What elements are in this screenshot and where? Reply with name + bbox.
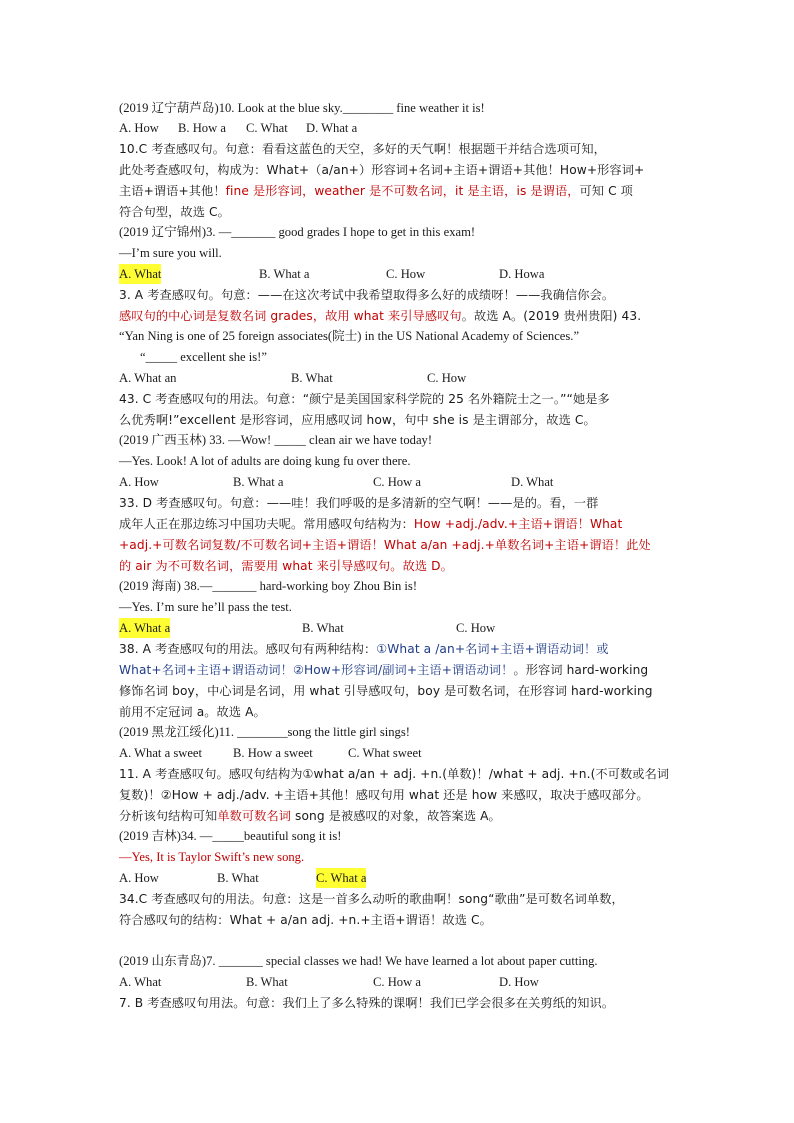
explanation-text: 感叹句用 what 还是 how 来感叹，取决于感叹部分。 — [355, 788, 649, 802]
question-stem: (2019 辽宁葫芦岛)10. Look at the blue sky.________ fine weather it is! — [119, 101, 485, 115]
option-d: D. Howa — [499, 267, 545, 281]
option-c-highlighted: C. What a — [316, 868, 366, 888]
option-d: D. How — [499, 975, 539, 989]
option-a: A. How — [119, 475, 159, 489]
question-reply: —Yes. Look! A lot of adults are doing kung fu over there. — [119, 454, 411, 468]
option-c: C. How a — [373, 475, 421, 489]
question-reply: —Yes, It is Taylor Swift’s new song. — [119, 850, 305, 864]
explanation-line — [119, 764, 669, 784]
question-stem: “Yan Ning is one of 25 foreign associates(院士) in the US National Academy of Sciences.” — [119, 329, 580, 343]
explanation-line: 符合句型，故选 C。 — [119, 205, 230, 219]
option-b: B. What — [302, 621, 344, 635]
question-stem: (2019 辽宁锦州)3. —_______ good grades I hope to get in this exam! — [119, 225, 476, 239]
option-b: B. What — [246, 975, 288, 989]
explanation-line: 么优秀啊!”excellent 是形容词，应用感叹词 how，句中 she is 是主谓部分，故选 C。 — [119, 413, 596, 427]
option-c: C. How — [386, 267, 426, 281]
option-a-highlighted: A. What — [119, 264, 161, 284]
explanation-line — [119, 660, 648, 680]
option-b: B. What a — [259, 267, 310, 281]
explanation-line — [119, 806, 501, 826]
explanation-text: 38. A 考查感叹句的用法。感叹句有两种结构： — [119, 642, 377, 656]
explanation-red-text: 单数可数名词 — [217, 809, 292, 823]
explanation-text: 分析该句结构可知 — [119, 809, 218, 823]
option-b: B. How a sweet — [233, 746, 313, 760]
explanation-line: 符合感叹句的结构：What + a/an adj. +n.+主语+谓语！故选 C。 — [119, 913, 492, 927]
explanation-line: 43. C 考查感叹句的用法。句意：“颜宁是美国国家科学院的 25 名外籍院士之一。”“她是多 — [119, 392, 610, 406]
question-stem-quote: “_____ excellent she is!” — [140, 350, 267, 364]
explanation-red-text: How +adj./adv.+主语+谓语！What — [413, 517, 623, 531]
option-a-highlighted: A. What a — [119, 618, 170, 638]
option-c: C. How — [456, 621, 496, 635]
option-d: D. What — [511, 475, 554, 489]
explanation-text: ②How + adj./adv. +主语+其他！ — [160, 788, 356, 802]
option-b: B. What — [217, 871, 259, 885]
explanation-line — [119, 785, 649, 805]
explanation-text: 。故选 A。(2019 贵州贵阳) 43. — [461, 309, 642, 323]
explanation-text: 复数)！ — [119, 788, 161, 802]
option-a: A. What — [119, 975, 162, 989]
question-stem: (2019 黑龙江绥化)11. ________song the little girl sings! — [119, 725, 410, 739]
explanation-line — [119, 514, 622, 534]
explanation-text: 成年人正在那边练习中国功夫呢。常用感叹句结构为： — [119, 517, 414, 531]
option-d: D. What a — [306, 121, 358, 135]
explanation-line: +adj.+可数名词复数/不可数名词+主语+谓语！What a/an +adj.+单数名词+主语+谓语！此处 — [119, 538, 651, 552]
option-a: A. How — [119, 121, 159, 135]
explanation-text: ①what a/an + adj. +n.(单数)！/what + adj. +n.(不可数或名词 — [302, 767, 670, 781]
option-c: C. What — [246, 121, 288, 135]
explanation-line: 34.C 考查感叹句的用法。句意：这是一首多么动听的歌曲啊！song“歌曲”是可数名词单数， — [119, 892, 624, 906]
explanation-line: 3. A 考查感叹句。句意：——在这次考试中我希望取得多么好的成绩呀！——我确信你会。 — [119, 288, 615, 302]
question-stem: (2019 吉林)34. —_____beautiful song it is! — [119, 829, 342, 843]
explanation-line: 10.C 考查感叹句。句意：看看这蓝色的天空，多好的天气啊！根据题干并结合选项可知， — [119, 142, 606, 156]
question-reply: —Yes. I’m sure he’ll pass the test. — [119, 600, 292, 614]
explanation-line: 前用不定冠词 a。故选 A。 — [119, 705, 266, 719]
explanation-line: 修饰名词 boy，中心词是名词，用 what 引导感叹句，boy 是可数名词，在形容词 hard-working — [119, 684, 653, 698]
explanation-line — [119, 306, 641, 326]
explanation-text: song 是被感叹的对象，故答案选 A。 — [291, 809, 501, 823]
option-c: C. How a — [373, 975, 421, 989]
option-c: C. What sweet — [348, 746, 422, 760]
option-b: B. What a — [233, 475, 284, 489]
explanation-red-text: fine 是形容词，weather 是不可数名词，it 是主语，is 是谓语， — [225, 184, 580, 198]
explanation-text: 。形容词 hard-working — [513, 663, 649, 677]
option-a: A. How — [119, 871, 159, 885]
question-stem: (2019 广西玉林) 33. —Wow! _____ clean air we have today! — [119, 433, 433, 447]
question-stem: (2019 海南) 38.—_______ hard-working boy Zhou Bin is! — [119, 579, 418, 593]
option-b: B. What — [291, 371, 333, 385]
option-b: B. How a — [178, 121, 226, 135]
explanation-line: 此处考查感叹句，构成为：What+（a/an+）形容词+名词+主语+谓语+其他！How+形容词+ — [119, 163, 645, 177]
option-c: C. How — [427, 371, 467, 385]
explanation-blue-text: ①What a /an+名词+主语+谓语动词！或 — [376, 642, 609, 656]
explanation-text: 可知 C 项 — [579, 184, 633, 198]
question-stem: (2019 山东青岛)7. _______ special classes we had! We have learned a lot about paper cutting. — [119, 954, 598, 968]
option-a: A. What a sweet — [119, 746, 202, 760]
explanation-red-text: 感叹句的中心词是复数名词 grades，故用 what 来引导感叹句 — [119, 309, 462, 323]
explanation-text: 11. A 考查感叹句。感叹句结构为 — [119, 767, 303, 781]
explanation-blue-text: What+名词+主语+谓语动词！②How+形容词/副词+主语+谓语动词！ — [119, 663, 514, 677]
explanation-line: 7. B 考查感叹句用法。句意：我们上了多么特殊的课啊！我们已学会很多在关剪纸的知识。 — [119, 996, 615, 1010]
explanation-line — [119, 639, 609, 659]
question-reply: —I’m sure you will. — [119, 246, 222, 260]
explanation-line — [119, 181, 633, 201]
option-a: A. What an — [119, 371, 177, 385]
explanation-line: 33. D 考查感叹句。句意：——哇！我们呼吸的是多清新的空气啊！——是的。看，一群 — [119, 496, 599, 510]
explanation-line: 的 air 为不可数名词，需要用 what 来引导感叹句。故选 D。 — [119, 559, 453, 573]
explanation-text: 主语+谓语+其他！ — [119, 184, 226, 198]
